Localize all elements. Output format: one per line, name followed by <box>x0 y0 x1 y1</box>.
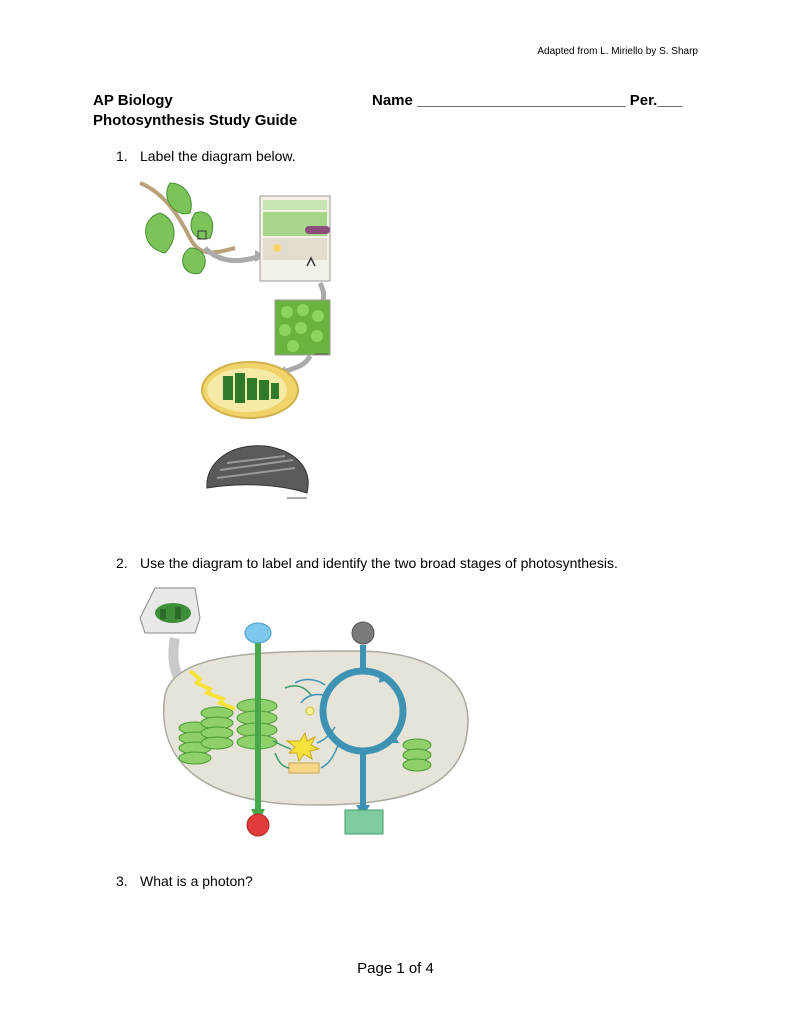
question-number: 3. <box>116 873 128 889</box>
leaf-icon <box>146 183 213 274</box>
water-input-circle <box>245 623 271 643</box>
question-2 <box>116 555 618 571</box>
mesophyll-cell <box>275 300 330 355</box>
sugar-output-box <box>345 810 383 834</box>
page-title: Photosynthesis Study Guide <box>93 112 298 129</box>
question-3 <box>116 873 253 889</box>
co2-input-circle <box>352 622 374 644</box>
photosynthesis-stages-diagram <box>135 583 480 843</box>
nadph-box <box>289 763 319 773</box>
oxygen-output-circle <box>247 814 269 836</box>
chloroplast-illustration <box>202 362 298 418</box>
question-text: Use the diagram to label and identify the two broad stages of photosynthesis. <box>140 555 618 571</box>
question-1 <box>116 148 296 164</box>
page-number: Page 1 of 4 <box>357 960 434 977</box>
leaf-cross-section <box>260 196 330 281</box>
chloroplast-sketch <box>140 588 200 633</box>
question-text: Label the diagram below. <box>140 148 296 164</box>
question-number: 2. <box>116 555 128 571</box>
attribution-text: Adapted from L. Miriello by S. Sharp <box>537 46 698 57</box>
leaf-to-chloroplast-diagram <box>135 178 365 508</box>
name-period-line: Name _________________________ Per.___ <box>372 92 683 109</box>
chloroplast-micrograph <box>207 446 308 498</box>
right-granum <box>403 739 431 771</box>
question-number: 1. <box>116 148 128 164</box>
course-title: AP Biology <box>93 92 173 109</box>
question-text: What is a photon? <box>140 873 253 889</box>
